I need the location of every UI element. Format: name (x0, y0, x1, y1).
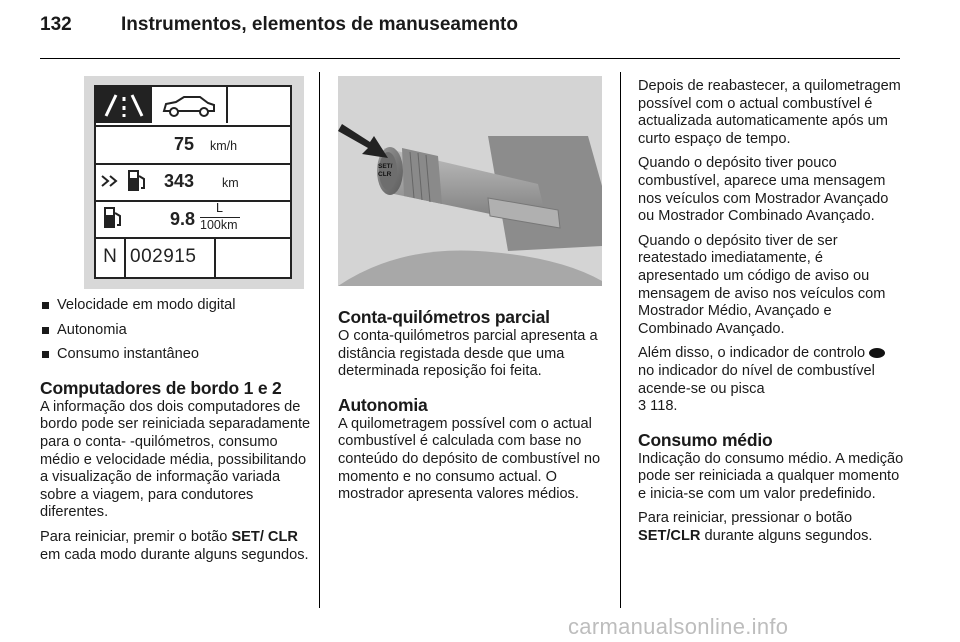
paragraph (40, 529, 312, 564)
speed-row (96, 125, 290, 165)
section-heading: Conta-quilómetros parcial (338, 307, 550, 327)
stalk-figure (338, 76, 602, 286)
speed-unit: km/h (210, 139, 238, 153)
speed-value: 75 (174, 134, 195, 154)
odometer-divider (214, 237, 216, 277)
paragraph: Depois de reabastecer, a quilometragem possível com o actual combustível é actualizada automaticamente após um curto espaço de tempo. (638, 78, 901, 147)
text-run: Para reiniciar, premir o botão (40, 528, 232, 545)
paragraph (638, 510, 904, 545)
odometer-row (96, 237, 290, 277)
page-number: 132 (40, 14, 72, 35)
paragraph: A informação dos dois computadores de bordo pode ser reiniciada separadamente para o conta- -quilómetros, consumo médio e velocidade média, possibilitando a visualização de informação variada sobre a viagem, para condutores diferentes. (40, 398, 311, 521)
consumption-value: 9.8 (170, 209, 196, 229)
text-run: Além disso, o indicador de controlo (638, 345, 870, 362)
text-run: em cada modo durante alguns segundos. (40, 546, 309, 563)
section-heading: Computadores de bordo 1 e 2 (40, 377, 282, 398)
section-heading: Autonomia (338, 394, 428, 415)
chevron-right-icon (100, 171, 122, 196)
text-run: no indicador do nível de combustível acende-se ou pisca (638, 362, 875, 397)
fuel-pump-icon (102, 205, 124, 236)
instrument-display-figure (84, 76, 304, 289)
road-icon (96, 87, 152, 123)
range-value: 343 (164, 171, 195, 191)
column-2 (338, 307, 606, 511)
fuel-pump-icon (126, 168, 148, 199)
feature-list (40, 297, 312, 364)
range-row (96, 163, 290, 202)
button-reference: SET/CLR (638, 528, 701, 545)
column-divider-2 (620, 72, 621, 608)
consumption-row (96, 200, 290, 239)
warning-lamp-icon (869, 348, 885, 358)
list-item: Consumo instantâneo (40, 346, 312, 364)
button-label-line2: CLR (378, 171, 392, 178)
display-panel (94, 85, 292, 279)
column-3 (638, 78, 904, 553)
watermark: carmanualsonline.info (568, 614, 789, 639)
paragraph: O conta-quilómetros parcial apresenta a distância registada desde que uma determinada reposição foi feita. (338, 328, 598, 380)
page-title: Instrumentos, elementos de manuseamento (121, 14, 518, 35)
paragraph: A quilometragem possível com o actual combustível é calculada com base no conteúdo do depósito de combustível no momento e no consumo actual. O mostrador apresenta valores médios. (338, 415, 601, 503)
odometer-value: 002915 (130, 246, 197, 267)
button-reference: SET/ CLR (231, 528, 298, 545)
paragraph: Quando o depósito tiver pouco combustível, aparece uma mensagem nos veículos com Mostrador Avançado ou Mostrador Combinado Avançado. (638, 155, 889, 225)
button-label-line1: SET/ (378, 163, 393, 170)
car-icon (152, 87, 228, 123)
gear-indicator: N (96, 237, 126, 277)
page-reference: 3 118. (638, 398, 678, 415)
section-heading: Consumo médio (638, 429, 773, 450)
column-divider-1 (319, 72, 320, 608)
header-rule (40, 58, 900, 59)
range-unit: km (222, 176, 239, 190)
consumption-unit-top: L (216, 201, 223, 215)
text-run: durante alguns segundos. (700, 528, 873, 545)
paragraph: Quando o depósito tiver de ser reatestado imediatamente, é apresentado um código de aviso ou mensagem de aviso nos veículos com Mostrador Médio, Avançado e Combinado Avançado. (638, 232, 886, 337)
paragraph (638, 345, 904, 415)
list-item: Velocidade em modo digital (40, 297, 312, 315)
display-tabs (96, 87, 290, 127)
consumption-unit-bottom: 100km (200, 218, 238, 232)
list-item: Autonomia (40, 322, 312, 340)
text-run: Para reiniciar, pressionar o botão (638, 510, 853, 527)
paragraph: Indicação do consumo médio. A medição pode ser reiniciada a qualquer momento e inicia-se com um valor predefinido. (638, 450, 904, 502)
column-1 (40, 297, 312, 571)
